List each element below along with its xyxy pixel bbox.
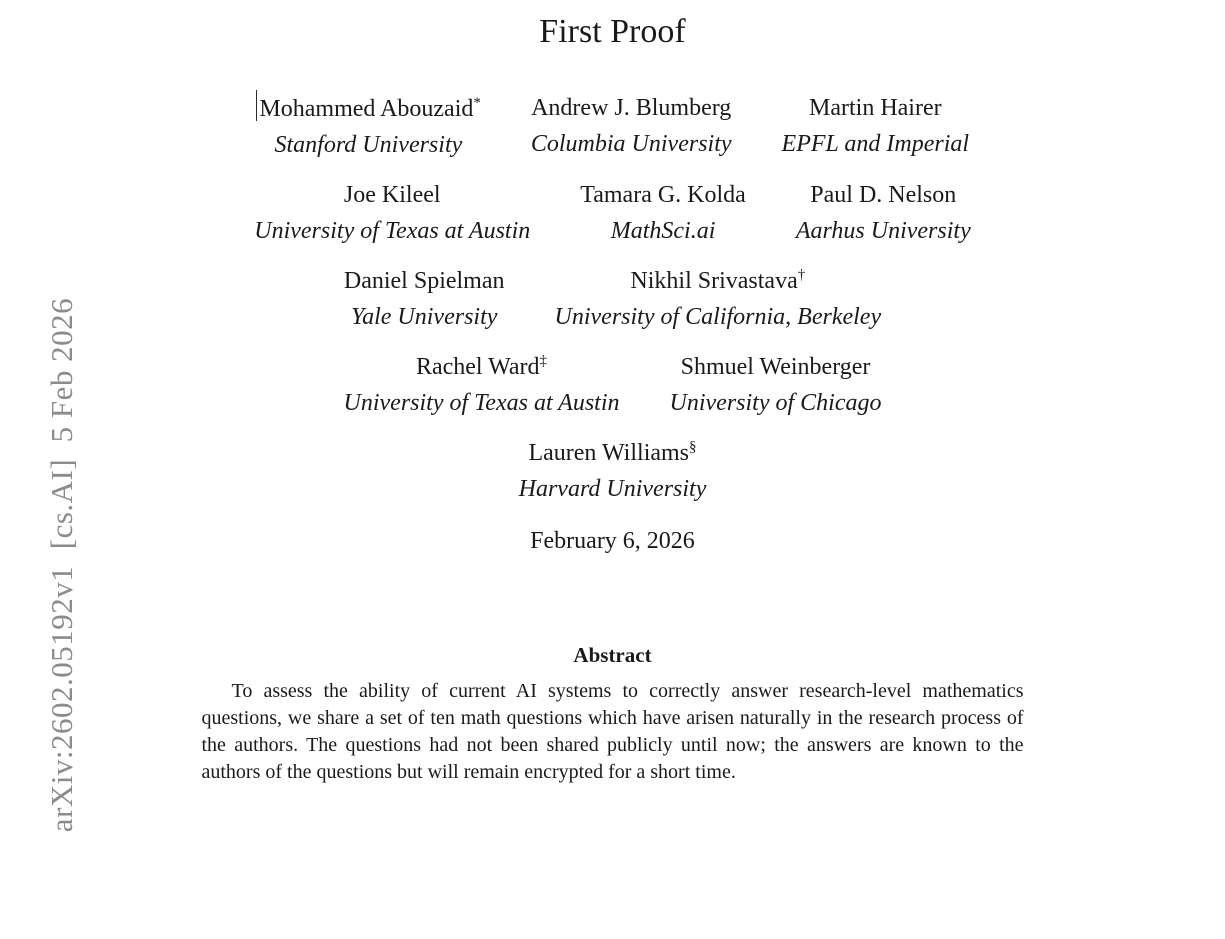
author-row-1 — [0, 90, 1225, 163]
arxiv-watermark: arXiv:2602.05192v1 [cs.AI] 5 Feb 2026 — [44, 297, 79, 833]
author-row-3 — [0, 263, 1225, 335]
text-cursor — [256, 90, 258, 121]
author-name — [555, 263, 882, 299]
author-block — [256, 90, 481, 163]
author-affiliation: Aarhus University — [795, 218, 971, 244]
footnote-marker: † — [797, 267, 806, 283]
author-name-text: Shmuel Weinberger — [680, 354, 871, 380]
author-name — [531, 90, 732, 126]
author-name-text: Nikhil Srivastava — [630, 268, 798, 294]
author-name-text: Andrew J. Blumberg — [531, 95, 732, 121]
author-name-text: Rachel Ward — [415, 354, 540, 380]
abstract-text: To assess the ability of current AI systems to correctly answer research-level mathematics questions, we share a set of ten math questions which have arisen naturally in the research process of the authors. The questions had not been shared publicly until now; the answers are known to the authors of the questions but will remain encrypted for a short time. — [201, 680, 1024, 783]
author-block — [344, 263, 505, 335]
footnote-marker: * — [473, 95, 481, 111]
author-affiliation: Yale University — [350, 304, 498, 330]
abstract-heading: Abstract — [573, 643, 652, 667]
author-affiliation: University of California, Berkeley — [554, 304, 882, 330]
author-name-text: Martin Hairer — [809, 95, 942, 121]
footnote-marker: § — [689, 439, 697, 455]
author-block — [519, 435, 707, 507]
author-name — [254, 177, 530, 213]
author-block — [796, 177, 971, 249]
author-name — [344, 349, 620, 385]
author-name — [580, 177, 746, 213]
author-affiliation: MathSci.ai — [610, 218, 716, 244]
author-block — [254, 177, 530, 249]
author-block — [555, 263, 882, 335]
author-name — [670, 349, 882, 385]
author-name-text: Tamara G. Kolda — [580, 182, 746, 208]
author-name — [782, 90, 970, 126]
author-affiliation: University of Texas at Austin — [343, 390, 620, 416]
author-block — [531, 90, 732, 162]
paper-date: February 6, 2026 — [530, 528, 695, 554]
abstract-section — [0, 643, 1225, 786]
author-name-text: Paul D. Nelson — [810, 182, 957, 208]
author-name — [256, 90, 481, 127]
author-block — [580, 177, 746, 249]
author-affiliation: University of Texas at Austin — [254, 218, 531, 244]
author-row-2 — [0, 177, 1225, 249]
author-affiliation: Harvard University — [518, 476, 707, 502]
author-name — [796, 177, 971, 213]
author-affiliation: EPFL and Imperial — [781, 131, 970, 157]
author-row-5 — [0, 435, 1225, 507]
footnote-marker: ‡ — [539, 353, 548, 369]
author-affiliation: Columbia University — [530, 131, 732, 157]
paper-title: First Proof — [539, 13, 686, 50]
author-list — [0, 90, 1225, 507]
author-name — [344, 263, 505, 299]
author-name — [519, 435, 707, 471]
author-block — [344, 349, 620, 421]
author-block — [782, 90, 970, 162]
author-name-text: Daniel Spielman — [343, 268, 505, 294]
author-affiliation: Stanford University — [274, 132, 463, 158]
author-affiliation: University of Chicago — [669, 390, 882, 416]
author-name-text: Lauren Williams — [528, 440, 690, 466]
author-row-4 — [0, 349, 1225, 421]
author-block — [670, 349, 882, 421]
author-name-text: Mohammed Abouzaid — [259, 96, 474, 122]
author-name-text: Joe Kileel — [343, 182, 441, 208]
